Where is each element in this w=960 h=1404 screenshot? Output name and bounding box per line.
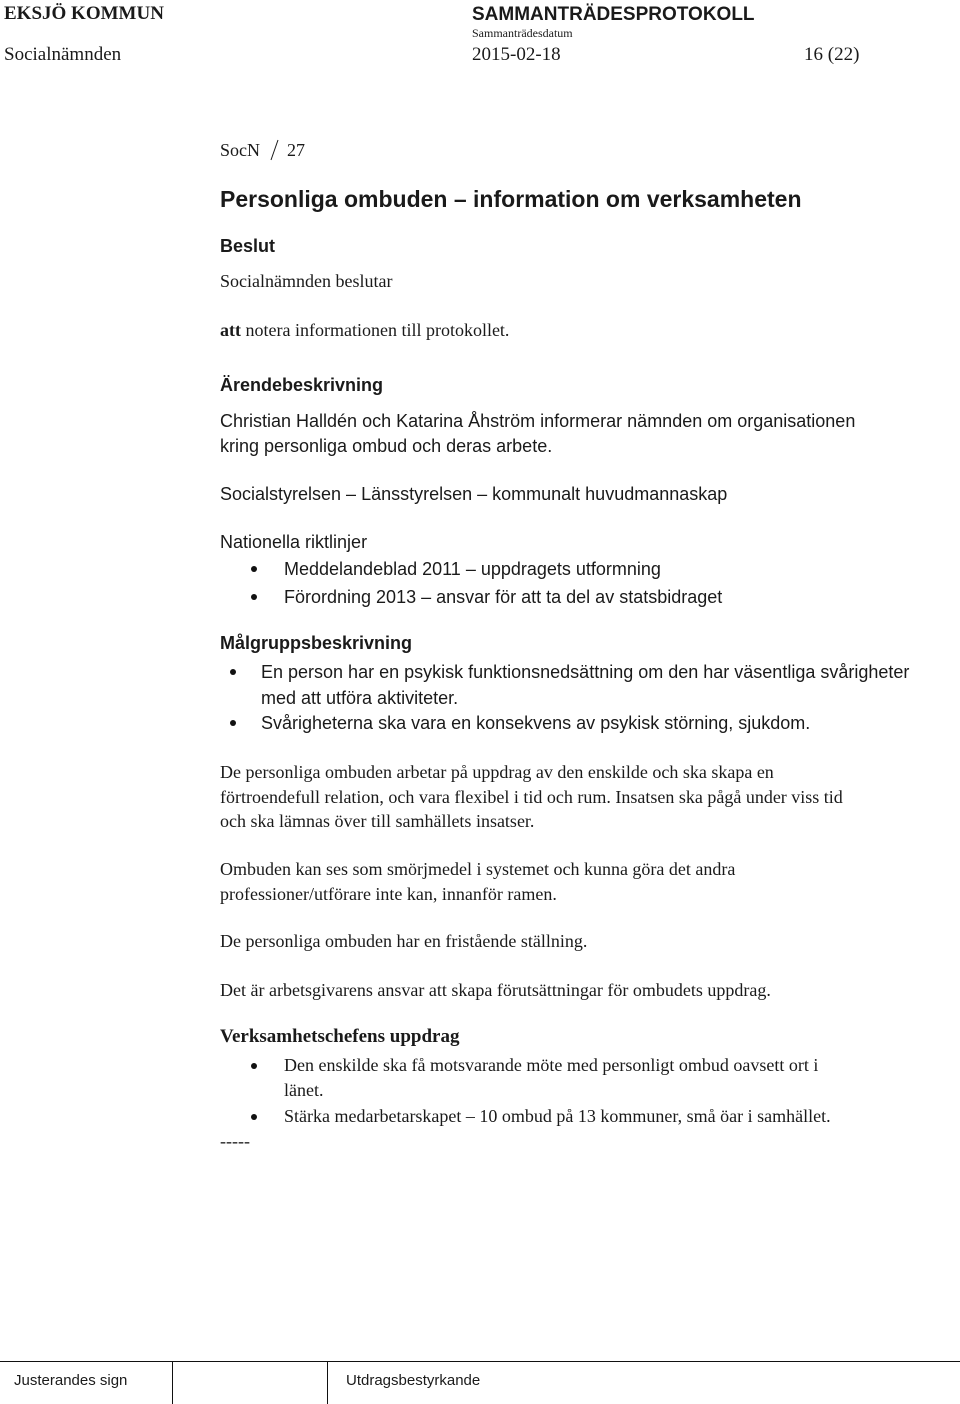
- paragraph-sign-icon: [269, 139, 279, 161]
- verksamhet-item-1-line2: länet.: [284, 1080, 324, 1100]
- authority-chain: Socialstyrelsen – Länsstyrelsen – kommunalt huvudmannaskap: [220, 484, 728, 504]
- beslut-line: Socialnämnden beslutar: [220, 271, 393, 291]
- bullet-icon: [251, 1063, 257, 1069]
- page-number: 16 (22): [804, 44, 860, 65]
- paragraph-2-line1: Ombuden kan ses som smörjmedel i systemet och kunna göra det andra: [220, 859, 736, 879]
- paragraph-1-line2: förtroendefull relation, och vara flexibel i tid och rum. Insatsen ska pågå under viss tid: [220, 787, 843, 807]
- footer-top-rule: [0, 1361, 960, 1362]
- document-type: SAMMANTRÄDESPROTOKOLL: [472, 4, 755, 25]
- malgrupp-item-1-line2: med att utföra aktiviteter.: [261, 688, 459, 708]
- paragraph-4: Det är arbetsgivarens ansvar att skapa förutsättningar för ombudets uppdrag.: [220, 980, 771, 1000]
- paragraph-3: De personliga ombuden har en fristående ställning.: [220, 931, 588, 951]
- page-title: Personliga ombuden – information om verksamheten: [220, 186, 802, 212]
- justerandes-sign-label: Justerandes sign: [14, 1372, 128, 1389]
- end-mark: -----: [220, 1131, 250, 1151]
- board-name: Socialnämnden: [4, 44, 122, 65]
- date-label: Sammanträdesdatum: [472, 26, 573, 40]
- malgrupp-heading: Målgruppsbeskrivning: [220, 633, 413, 653]
- paragraph-2-line2: professioner/utförare inte kan, innanför ramen.: [220, 884, 557, 904]
- bullet-icon: [251, 1114, 257, 1120]
- section-prefix: SocN: [220, 140, 260, 160]
- riktlinje-item-2: Förordning 2013 – ansvar för att ta del av statsbidraget: [284, 587, 723, 607]
- verksamhet-item-2: Stärka medarbetarskapet – 10 ombud på 13 kommuner, små öar i samhället.: [284, 1106, 831, 1126]
- meeting-date: 2015-02-18: [472, 44, 561, 65]
- verksamhet-item-1-line1: Den enskilde ska få motsvarande möte med personligt ombud oavsett ort i: [284, 1055, 819, 1075]
- bullet-icon: [251, 566, 257, 572]
- section-number: 27: [287, 140, 305, 160]
- bullet-icon: [251, 594, 257, 600]
- verksamhet-heading: Verksamhetschefens uppdrag: [220, 1026, 460, 1047]
- arende-text-line2: kring personliga ombud och deras arbete.: [220, 436, 553, 456]
- beslut-decision: [220, 318, 509, 342]
- arende-text-line1: Christian Halldén och Katarina Åhström informerar nämnden om organisationen: [220, 411, 856, 431]
- section-reference: [220, 138, 305, 162]
- footer-divider: [172, 1361, 173, 1404]
- footer-divider: [327, 1361, 328, 1404]
- paragraph-1-line1: De personliga ombuden arbetar på uppdrag av den enskilde och ska skapa en: [220, 762, 774, 782]
- arende-heading: Ärendebeskrivning: [220, 375, 384, 395]
- decision-text: notera informationen till protokollet.: [241, 320, 510, 340]
- malgrupp-item-1-line1: En person har en psykisk funktionsnedsättning om den har väsentliga svårigheter: [261, 662, 910, 682]
- utdragsbestyrkande-label: Utdragsbestyrkande: [346, 1372, 481, 1389]
- att-word: att: [220, 320, 241, 340]
- beslut-heading: Beslut: [220, 236, 276, 256]
- bullet-icon: [230, 720, 236, 726]
- org-name: EKSJÖ KOMMUN: [4, 3, 164, 24]
- paragraph-1-line3: och ska lämnas över till samhällets insatser.: [220, 811, 535, 831]
- riktlinje-item-1: Meddelandeblad 2011 – uppdragets utformning: [284, 559, 661, 579]
- riktlinjer-heading: Nationella riktlinjer: [220, 532, 368, 552]
- malgrupp-item-2: Svårigheterna ska vara en konsekvens av psykisk störning, sjukdom.: [261, 713, 811, 733]
- bullet-icon: [230, 669, 236, 675]
